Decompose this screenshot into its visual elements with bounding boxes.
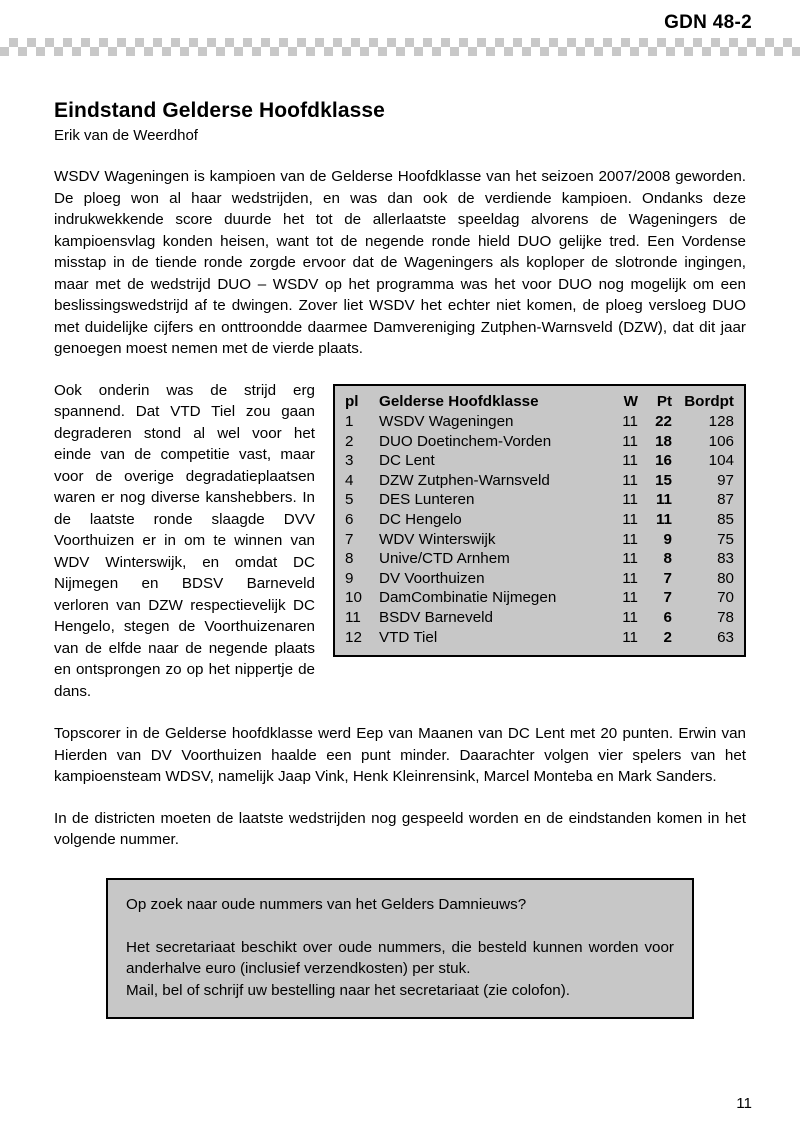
checkerboard-divider <box>0 38 800 56</box>
cell-position: 5 <box>345 491 354 509</box>
cell-boardpoints: 75 <box>717 530 734 548</box>
cell-position: 2 <box>345 432 354 450</box>
column-header-boardpoints: Bordpt <box>684 392 734 410</box>
cell-points: 8 <box>663 550 672 568</box>
cell-matches: 11 <box>622 491 638 509</box>
issue-label: GDN 48-2 <box>664 12 752 33</box>
info-box-line-1: Het secretariaat beschikt over oude nummers, die besteld kunnen worden voor anderhalve euro (inclusief verzendkosten) per stuk. <box>126 938 674 977</box>
cell-position: 3 <box>345 452 354 470</box>
cell-boardpoints: 80 <box>717 569 734 587</box>
cell-matches: 11 <box>622 569 638 587</box>
standings-table <box>345 392 734 648</box>
paragraph-relegation: Ook onderin was de strijd erg spannend. Dat VTD Tiel zou gaan degraderen stond al wel voor het einde van de competitie vast, maar voor de overige degradatieplaatsen waren er nog diverse kanshebbers. In de laatste ronde slaagde DVV Voorthuizen er in om te winnen van WDV Winterswijk, en omdat DC Nijmegen en BDSV Barneveld verloren van DZW respectievelijk DC Hengelo, stegen de Voorthuizenaren van de elfde naar de negende plaats en ontsprongen zo op het nippertje de dans. <box>54 381 315 700</box>
cell-points: 7 <box>663 589 672 607</box>
cell-team: DC Hengelo <box>379 511 462 529</box>
cell-team: DZW Zutphen-Warnsveld <box>379 471 550 489</box>
cell-team: DV Voorthuizen <box>379 569 485 587</box>
cell-matches: 11 <box>622 530 638 548</box>
cell-position: 12 <box>345 628 362 646</box>
cell-boardpoints: 106 <box>708 432 734 450</box>
cell-points: 18 <box>655 432 672 450</box>
cell-boardpoints: 83 <box>717 550 734 568</box>
cell-points: 6 <box>663 609 672 627</box>
cell-points: 7 <box>663 569 672 587</box>
standings-table-panel <box>333 384 746 658</box>
table-row <box>345 471 734 491</box>
cell-team: DamCombinatie Nijmegen <box>379 589 557 607</box>
cell-matches: 11 <box>622 550 638 568</box>
table-header-row <box>345 392 734 413</box>
cell-matches: 11 <box>622 589 638 607</box>
table-row <box>345 628 734 648</box>
cell-team: WSDV Wageningen <box>379 413 514 431</box>
cell-points: 15 <box>655 471 672 489</box>
cell-position: 11 <box>345 609 361 627</box>
back-issues-info-box <box>106 878 694 1019</box>
page-header <box>0 0 800 56</box>
article-author: Erik van de Weerdhof <box>54 127 198 144</box>
cell-boardpoints: 97 <box>717 471 734 489</box>
cell-points: 9 <box>663 530 672 548</box>
cell-matches: 11 <box>622 452 638 470</box>
cell-matches: 11 <box>622 432 638 450</box>
cell-team: DES Lunteren <box>379 491 475 509</box>
cell-points: 2 <box>663 628 672 646</box>
cell-position: 1 <box>345 413 354 431</box>
cell-matches: 11 <box>622 628 638 646</box>
cell-team: DC Lent <box>379 452 435 470</box>
info-box-line-2: Mail, bel of schrijf uw bestelling naar het secretariaat (zie colofon). <box>126 981 571 999</box>
cell-team: VTD Tiel <box>379 628 438 646</box>
standings-table-header <box>345 392 734 413</box>
cell-matches: 11 <box>622 609 638 627</box>
cell-position: 4 <box>345 471 354 489</box>
paragraph-intro: WSDV Wageningen is kampioen van de Gelderse Hoofdklasse van het seizoen 2007/2008 geworden. De ploeg won al haar wedstrijden, en was dan ook de verdiende kampioen. Ondanks deze indrukwekkende score duurde het tot de allerlaatste speeldag alvorens de Wageningers de kampioensvlag konden heisen, want tot de negende ronde hield DUO gelijke tred. Een Vordense misstap in de tiende ronde zorgde ervoor dat de Wageningers als koploper de slotronde ingingen, maar met de wedstrijd DUO – WSDV op het programma was het voor DUO nog mogelijk om een beslissingswedstrijd af te dwingen. Zover liet WSDV het echter niet komen, de ploeg versloeg DUO met duidelijke cijfers en onttroondde daarmee Damvereniging Zutphen-Warnsveld (DZW), dat dit jaar genoegen moest nemen met de vierde plaats. <box>54 168 746 357</box>
standings-table-body <box>345 412 734 647</box>
column-header-points: Pt <box>656 392 672 410</box>
cell-position: 9 <box>345 569 354 587</box>
cell-points: 16 <box>655 452 672 470</box>
cell-team: Unive/CTD Arnhem <box>379 550 510 568</box>
cell-matches: 11 <box>622 471 638 489</box>
cell-matches: 11 <box>622 511 638 529</box>
cell-team: WDV Winterswijk <box>379 530 496 548</box>
table-row <box>345 608 734 628</box>
cell-points: 22 <box>655 413 672 431</box>
table-row <box>345 510 734 530</box>
cell-boardpoints: 63 <box>717 628 734 646</box>
cell-position: 6 <box>345 511 354 529</box>
page-title: Eindstand Gelderse Hoofdklasse <box>54 99 385 122</box>
column-header-team: Gelderse Hoofdklasse <box>379 392 539 410</box>
cell-boardpoints: 70 <box>717 589 734 607</box>
table-row <box>345 549 734 569</box>
paragraph-closing: In de districten moeten de laatste wedstrijden nog gespeeld worden en de eindstanden komen in het volgende nummer. <box>54 809 746 848</box>
cell-position: 10 <box>345 589 362 607</box>
cell-position: 8 <box>345 550 354 568</box>
cell-boardpoints: 87 <box>717 491 734 509</box>
paragraph-topscorer: Topscorer in de Gelderse hoofdklasse werd Eep van Maanen van DC Lent met 20 punten. Erwin van Hierden van DV Voorthuizen haalde een punt minder. Daarachter volgen vier spelers van het kampioensteam WDSV, namelijk Jaap Vink, Henk Kleinrensink, Marcel Monteba en Mark Sanders. <box>54 725 746 785</box>
paragraph-with-table-section <box>54 380 746 788</box>
cell-boardpoints: 128 <box>708 413 734 431</box>
table-row <box>345 569 734 589</box>
table-row <box>345 451 734 471</box>
table-row <box>345 588 734 608</box>
page-number: 11 <box>736 1095 752 1112</box>
article-content <box>54 98 746 851</box>
cell-boardpoints: 85 <box>717 511 734 529</box>
table-row <box>345 412 734 432</box>
cell-points: 11 <box>655 511 672 529</box>
cell-team: BSDV Barneveld <box>379 609 493 627</box>
cell-team: DUO Doetinchem-Vorden <box>379 432 552 450</box>
info-box-question: Op zoek naar oude nummers van het Gelders Damnieuws? <box>126 896 527 913</box>
cell-position: 7 <box>345 530 354 548</box>
table-row <box>345 490 734 510</box>
column-header-position: pl <box>345 392 359 410</box>
cell-boardpoints: 104 <box>708 452 734 470</box>
column-header-matches: W <box>623 392 638 410</box>
table-row <box>345 530 734 550</box>
cell-boardpoints: 78 <box>717 609 734 627</box>
table-row <box>345 432 734 452</box>
cell-points: 11 <box>655 491 672 509</box>
cell-matches: 11 <box>622 413 638 431</box>
